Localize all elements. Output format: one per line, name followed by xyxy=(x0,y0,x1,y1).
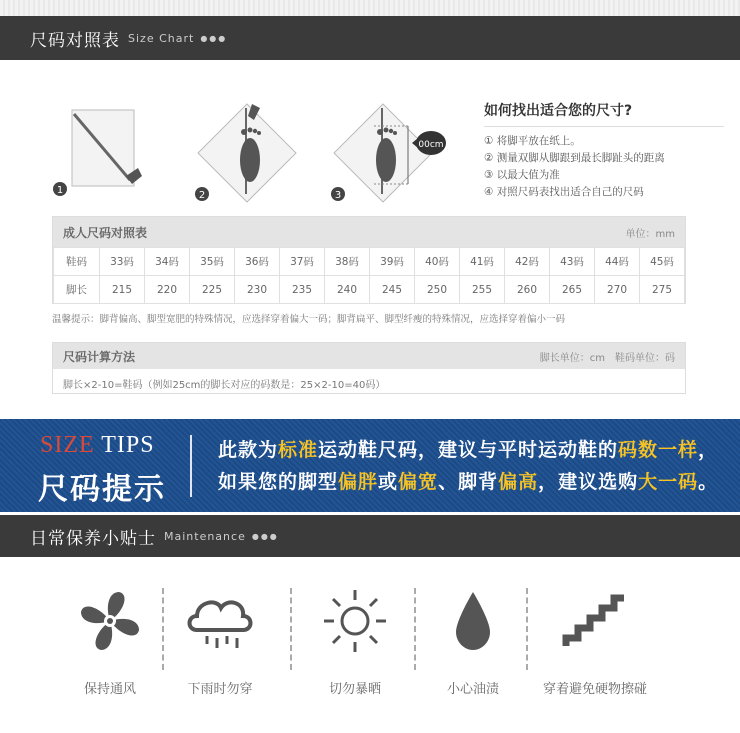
length-cell: 245 xyxy=(370,276,415,304)
measure-steps xyxy=(0,60,740,216)
step2-illustration xyxy=(192,98,302,208)
length-cell: 220 xyxy=(145,276,190,304)
size-chart-header xyxy=(0,16,740,60)
size-cell: 41码 xyxy=(460,248,505,276)
svg-text:2: 2 xyxy=(198,190,206,201)
howto-step-1: ① 将脚平放在纸上。 xyxy=(484,135,581,147)
howto-title: 如何找出适合您的尺寸? xyxy=(484,100,724,127)
size-cell: 45码 xyxy=(640,248,685,276)
maintenance-dots: ●●● xyxy=(251,531,279,541)
tips-word: TIPS xyxy=(101,432,155,458)
length-cell: 235 xyxy=(280,276,325,304)
divider xyxy=(290,588,292,670)
size-cell: 40码 xyxy=(415,248,460,276)
length-cell: 250 xyxy=(415,276,460,304)
care-icons xyxy=(0,580,740,710)
header-dots: ●●● xyxy=(200,33,228,43)
calc-header xyxy=(53,343,685,369)
step3-illustration xyxy=(328,98,458,208)
svg-text:00cm: 00cm xyxy=(418,140,444,150)
length-cell: 255 xyxy=(460,276,505,304)
care-label: 保持通风 xyxy=(83,682,136,697)
size-table-panel xyxy=(52,216,686,304)
stairs-icon xyxy=(560,586,630,656)
care-sun xyxy=(295,580,415,697)
calc-title: 尺码计算方法 xyxy=(63,349,136,364)
care-scratch xyxy=(535,580,655,697)
care-label: 小心油渍 xyxy=(446,682,499,697)
length-cell: 260 xyxy=(505,276,550,304)
length-cell: 240 xyxy=(325,276,370,304)
howto-panel xyxy=(484,100,724,201)
care-label: 切勿暴晒 xyxy=(328,682,381,697)
length-cell: 215 xyxy=(100,276,145,304)
calc-units: 脚长单位：cm 鞋码单位：码 xyxy=(539,352,675,364)
size-cell: 42码 xyxy=(505,248,550,276)
length-cell: 230 xyxy=(235,276,280,304)
care-oil xyxy=(413,580,533,697)
size-cell: 36码 xyxy=(235,248,280,276)
size-word: SIZE xyxy=(40,432,95,458)
howto-step-2: ② 测量双脚从脚跟到最长脚趾头的距离 xyxy=(484,152,665,164)
size-tips-banner xyxy=(0,419,740,512)
table-row xyxy=(54,276,685,304)
table-row xyxy=(54,248,685,276)
row-label: 鞋码 xyxy=(54,248,100,276)
banner-divider xyxy=(190,435,192,497)
size-cell: 35码 xyxy=(190,248,235,276)
svg-text:3: 3 xyxy=(334,190,342,201)
size-table-header xyxy=(53,217,685,247)
calc-formula: 脚长×2-10=鞋码（例如25cm的脚长对应的码数是：25×2-10=40码） xyxy=(63,380,386,391)
size-cell: 38码 xyxy=(325,248,370,276)
maintenance-header xyxy=(0,515,740,557)
calc-panel xyxy=(52,342,686,394)
howto-step-4: ④ 对照尺码表找出适合自己的尺码 xyxy=(484,186,644,198)
length-cell: 265 xyxy=(550,276,595,304)
fit-tip: 温馨提示：脚背偏高、脚型宽肥的特殊情况，应选择穿着偏大一码；脚背扁平、脚型纤瘦的特殊情况，应选择穿着偏小一码 xyxy=(52,314,566,325)
size-tips-title: 尺码提示 xyxy=(38,472,166,507)
size-cell: 34码 xyxy=(145,248,190,276)
size-chart-title: 尺码对照表 xyxy=(30,30,120,51)
howto-step-3: ③ 以最大值为准 xyxy=(484,169,560,181)
size-tips-heading xyxy=(40,432,155,459)
svg-text:1: 1 xyxy=(56,185,64,196)
care-ventilate xyxy=(50,580,170,697)
maintenance-subtitle: Maintenance xyxy=(164,529,246,543)
size-cell: 37码 xyxy=(280,248,325,276)
care-label: 下雨时勿穿 xyxy=(187,682,253,697)
maintenance-title: 日常保养小贴士 xyxy=(30,528,156,549)
size-table-unit: 单位：mm xyxy=(625,228,675,240)
sun-icon xyxy=(320,586,390,656)
rain-cloud-icon xyxy=(183,586,257,656)
size-table-title: 成人尺码对照表 xyxy=(63,225,148,240)
length-cell: 275 xyxy=(640,276,685,304)
fan-icon xyxy=(75,586,145,656)
size-table xyxy=(53,247,685,304)
size-cell: 33码 xyxy=(100,248,145,276)
length-cell: 225 xyxy=(190,276,235,304)
care-label: 穿着避免硬物擦碰 xyxy=(542,682,647,697)
size-cell: 44码 xyxy=(595,248,640,276)
length-cell: 270 xyxy=(595,276,640,304)
size-cell: 39码 xyxy=(370,248,415,276)
row-label: 脚长 xyxy=(54,276,100,304)
drop-icon xyxy=(438,586,508,656)
step1-illustration xyxy=(52,106,148,202)
care-rain xyxy=(160,580,280,697)
size-cell: 43码 xyxy=(550,248,595,276)
top-texture xyxy=(0,0,740,16)
banner-line-2: 如果您的脚型偏胖或偏宽、脚背偏高，建议选购大一码。 xyxy=(218,471,719,493)
banner-line-1: 此款为标准运动鞋尺码，建议与平时运动鞋的码数一样， xyxy=(218,439,719,461)
divider xyxy=(526,588,528,670)
size-chart-subtitle: Size Chart xyxy=(128,31,195,45)
